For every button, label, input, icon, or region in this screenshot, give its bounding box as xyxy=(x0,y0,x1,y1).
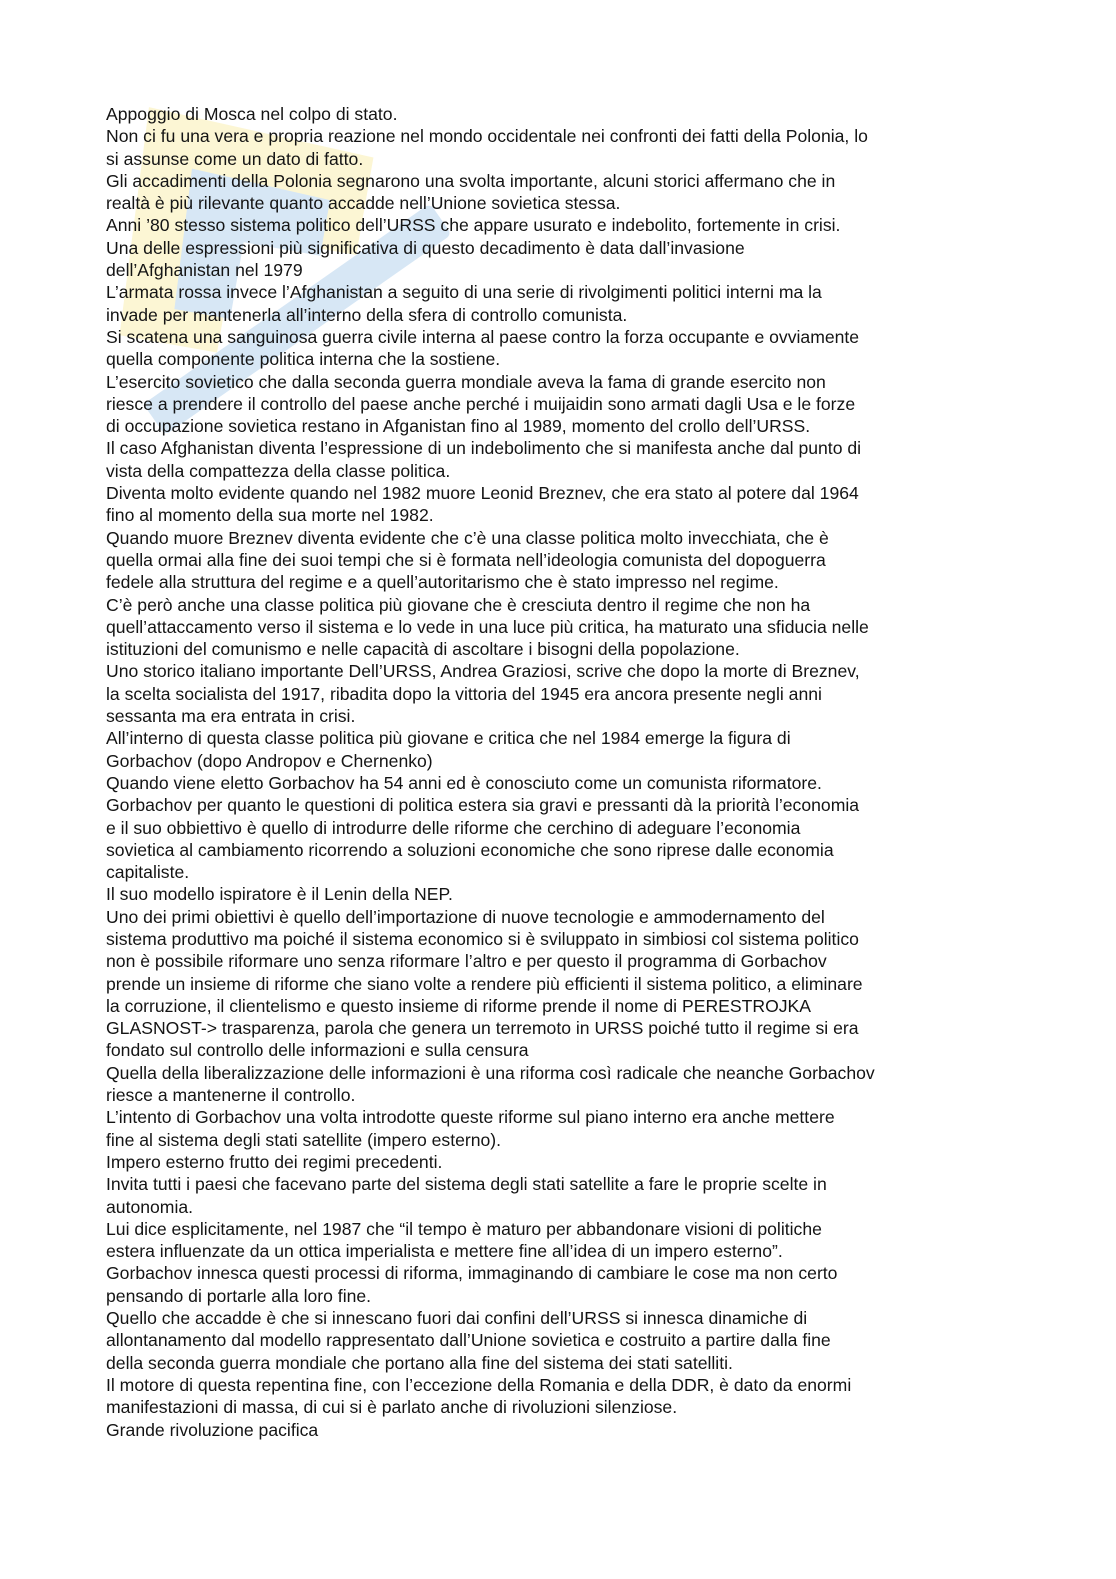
text-line: capitaliste. xyxy=(106,862,190,883)
text-line: riesce a prendere il controllo del paese anche perché i muijaidin sono armati dagli Usa e le forze xyxy=(106,393,856,414)
text-line: Appoggio di Mosca nel colpo di stato. xyxy=(106,104,398,124)
text-line: Anni ’80 stesso sistema politico dell’URSS che appare usurato e indebolito, fortemente in crisi. xyxy=(106,215,841,236)
text-line: realtà è più rilevante quanto accadde nell’Unione sovietica stessa. xyxy=(106,193,621,214)
text-line: quella componente politica interna che la sostiene. xyxy=(106,349,501,370)
text-line: di occupazione sovietica restano in Afganistan fino al 1989, momento del crollo dell’URSS. xyxy=(106,416,811,437)
text-line: C’è però anche una classe politica più giovane che è cresciuta dentro il regime che non ha xyxy=(106,594,811,615)
text-line: vista della compattezza della classe politica. xyxy=(106,460,451,481)
text-line: Il suo modello ispiratore è il Lenin della NEP. xyxy=(106,884,453,905)
text-line: Quella della liberalizzazione delle informazioni è una riforma così radicale che neanche Gorbachov xyxy=(106,1062,875,1083)
text-line: GLASNOST-> trasparenza, parola che genera un terremoto in URSS poiché tutto il regime si era xyxy=(106,1018,859,1039)
text-line: Il motore di questa repentina fine, con l’eccezione della Romania e della DDR, è dato da enormi xyxy=(106,1374,852,1395)
text-line: Grande rivoluzione pacifica xyxy=(106,1419,319,1440)
text-line: quella ormai alla fine dei suoi tempi che si è formata nell’ideologia comunista del dopoguerra xyxy=(106,549,826,570)
text-line: prende un insieme di riforme che siano volte a rendere più efficienti il sistema politico, a eliminare xyxy=(106,973,863,994)
text-line: della seconda guerra mondiale che portano alla fine del sistema dei stati satelliti. xyxy=(106,1352,733,1373)
text-line: Quando viene eletto Gorbachov ha 54 anni ed è conosciuto come un comunista riformatore. xyxy=(106,772,822,793)
text-line: Una delle espressioni più significativa di questo decadimento è data dall’invasione xyxy=(106,237,745,258)
text-line: e il suo obbiettivo è quello di introdurre delle riforme che cerchino di adeguare l’economia xyxy=(106,817,801,838)
text-line: allontanamento dal modello rappresentato dall’Unione sovietica e costruito a partire dalla fine xyxy=(106,1330,831,1351)
text-line: pensando di portarle alla loro fine. xyxy=(106,1285,372,1306)
text-line: si assunse come un dato di fatto. xyxy=(106,148,364,169)
text-line: Impero esterno frutto dei regimi precedenti. xyxy=(106,1151,443,1172)
text-line: Gorbachov innesca questi processi di riforma, immaginando di cambiare le cose ma non certo xyxy=(106,1263,838,1284)
text-line: sovietica al cambiamento ricorrendo a soluzioni economiche che sono riprese dalle economia xyxy=(106,839,834,860)
text-line: la scelta socialista del 1917, ribadita dopo la vittoria del 1945 era ancora presente negli anni xyxy=(106,683,822,704)
text-line: L’esercito sovietico che dalla seconda guerra mondiale aveva la fama di grande esercito non xyxy=(106,371,826,392)
document-text xyxy=(106,103,1016,1441)
text-line: Il caso Afghanistan diventa l’espressione di un indebolimento che si manifesta anche dal punto di xyxy=(106,438,862,459)
text-line: quell’attaccamento verso il sistema e lo vede in una luce più critica, ha maturato una sfiducia nelle xyxy=(106,616,869,637)
text-line: invade per mantenerla all’interno della sfera di controllo comunista. xyxy=(106,304,628,325)
text-line: Quando muore Breznev diventa evidente che c’è una classe politica molto invecchiata, che è xyxy=(106,527,829,548)
text-line: istituzioni del comunismo e nelle capacità di ascoltare i bisogni della popolazione. xyxy=(106,639,740,660)
text-line: Quello che accadde è che si innescano fuori dai confini dell’URSS si innesca dinamiche di xyxy=(106,1308,808,1329)
text-line: fine al sistema degli stati satellite (impero esterno). xyxy=(106,1129,502,1150)
text-line: la corruzione, il clientelismo e questo insieme di riforme prende il nome di PERESTROJKA xyxy=(106,995,812,1016)
text-line: sessanta ma era entrata in crisi. xyxy=(106,706,356,727)
text-line: Gorbachov per quanto le questioni di politica estera sia gravi e pressanti dà la priorità l’economia xyxy=(106,795,860,816)
text-line: Non ci fu una vera e propria reazione nel mondo occidentale nei confronti dei fatti della Polonia, lo xyxy=(106,126,868,147)
text-line: Si scatena una sanguinosa guerra civile interna al paese contro la forza occupante e ovviamente xyxy=(106,326,860,347)
text-line: Lui dice esplicitamente, nel 1987 che “il tempo è maturo per abbandonare visioni di politiche xyxy=(106,1218,822,1239)
text-line: Gorbachov (dopo Andropov e Chernenko) xyxy=(106,750,433,771)
text-line: Uno dei primi obiettivi è quello dell’importazione di nuove tecnologie e ammodernamento del xyxy=(106,906,825,927)
text-line: Uno storico italiano importante Dell’URSS, Andrea Graziosi, scrive che dopo la morte di Breznev, xyxy=(106,661,860,682)
text-line: sistema produttivo ma poiché il sistema economico si è sviluppato in simbiosi col sistema politico xyxy=(106,928,859,949)
text-line: fedele alla struttura del regime e a quell’autoritarismo che è stato impresso nel regime. xyxy=(106,572,779,593)
text-line: All’interno di questa classe politica più giovane e critica che nel 1984 emerge la figura di xyxy=(106,728,791,749)
text-line: non è possibile riformare uno senza riformare l’altro e per questo il programma di Gorbachov xyxy=(106,951,827,972)
text-line: manifestazioni di massa, di cui si è parlato anche di rivoluzioni silenziose. xyxy=(106,1397,678,1418)
text-line: fondato sul controllo delle informazioni e sulla censura xyxy=(106,1040,529,1061)
text-line: Gli accadimenti della Polonia segnarono una svolta importante, alcuni storici affermano che in xyxy=(106,170,836,191)
text-line: riesce a mantenerne il controllo. xyxy=(106,1085,356,1106)
text-line: Invita tutti i paesi che facevano parte del sistema degli stati satellite a fare le proprie scelte in xyxy=(106,1174,827,1195)
text-line: L’intento di Gorbachov una volta introdotte queste riforme sul piano interno era anche mettere xyxy=(106,1107,835,1128)
text-line: fino al momento della sua morte nel 1982. xyxy=(106,505,434,526)
text-line: autonomia. xyxy=(106,1196,194,1217)
text-line: dell’Afghanistan nel 1979 xyxy=(106,260,303,281)
text-line: L’armata rossa invece l’Afghanistan a seguito di una serie di rivolgimenti politici interni ma la xyxy=(106,282,822,303)
text-line: estera influenzate da un ottica imperialista e mettere fine all’idea di un impero esterno”. xyxy=(106,1241,783,1262)
text-line: Diventa molto evidente quando nel 1982 muore Leonid Breznev, che era stato al potere dal 1964 xyxy=(106,483,859,504)
